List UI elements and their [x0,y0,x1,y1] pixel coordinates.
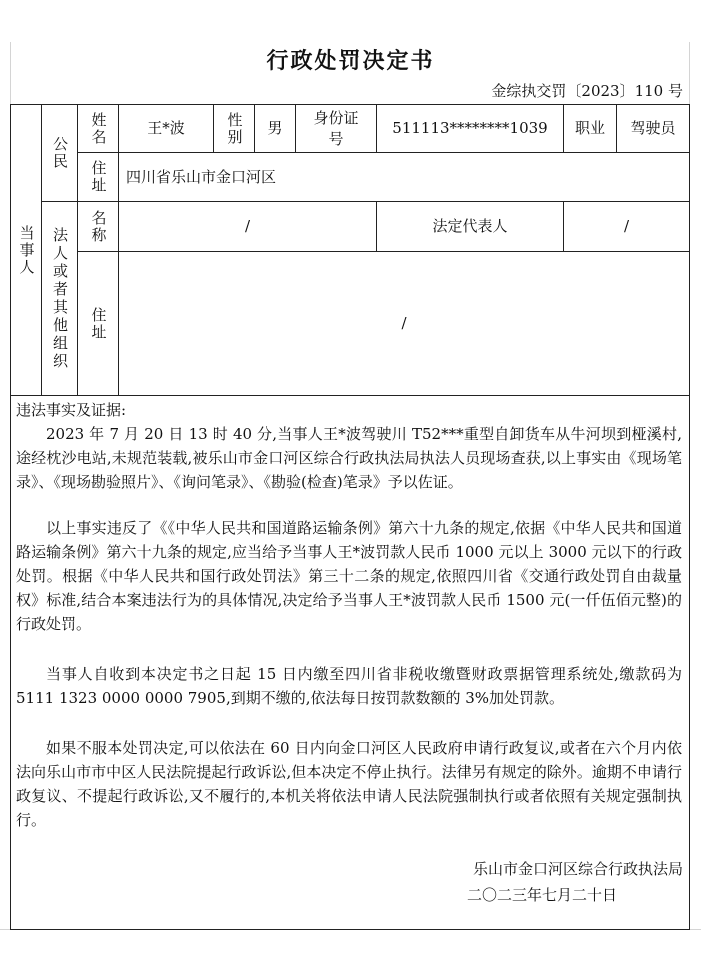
citizen-label: 公民 [51,136,69,170]
table-border-bottom [10,929,690,930]
occupation-label: 职业 [574,119,605,137]
issuing-authority: 乐山市金口河区综合行政执法局 [472,860,683,878]
id-label: 身份证号 [313,108,359,148]
legal-rep-value: / [623,217,630,235]
org-label [42,202,77,395]
gender-value: 男 [267,119,283,137]
document-title: 行政处罚决定书 [266,48,435,74]
org-name-value: / [244,217,251,235]
issue-date: 二〇二三年七月二十日 [466,886,617,904]
org-address-label: 住址 [89,306,108,341]
gender-label: 性别 [225,111,244,146]
id-value: 511113********1039 [392,119,548,137]
appeal-paragraph: 如果不服本处罚决定,可以依法在 60 日内向金口河区人民政府申请行政复议,或者在六个月内依法向乐山市市中区人民法院提起行政诉讼,但本决定不停止执行。法律另有规定的除外。逾期不申请行政复议、不提起行政诉讼,又不履行的,本机关将依法申请人民法院强制执行或者依照有关规定强制执行。 [16,739,682,829]
party-section-label: 当事人 [17,224,36,276]
address-value: 四川省乐山市金口河区 [126,167,277,186]
document-number: 金综执交罚〔2023〕110 号 [491,82,683,100]
org-name-label: 名称 [89,209,108,244]
facts-heading: 违法事实及证据: [16,401,127,419]
table-border-right [689,104,690,930]
org-address-value: / [401,314,407,332]
address-label: 住址 [89,160,108,194]
name-value: 王*波 [147,119,185,137]
org-label-text: 法人或者其他组织 [51,226,69,371]
occupation-value: 驾驶员 [630,119,676,137]
payment-paragraph: 当事人自收到本决定书之日起 15 日内缴至四川省非税收缴暨财政票据管理系统处,缴款码为 5111 1323 0000 0000 7905,到期不缴的,依法每日按罚款数额的 3%加处罚款。 [16,665,682,707]
violation-paragraph: 以上事实违反了《《中华人民共和国道路运输条例》第六十九条的规定,依据《中华人民共和国道路运输条例》第六十九条的规定,应当给予当事人王*波罚款人民币 1000 元以上 3000 元以下的行政处罚。根据《中华人民共和国行政处罚法》第三十二条的规定,依照四川省《交通行政处罚自由裁量权》标准,结合本案违法行为的具体情况,决定给予当事人王*波罚款人民币 1500 元(一仟伍佰元整)的行政处罚。 [16,519,682,633]
legal-rep-label: 法定代表人 [432,217,508,235]
facts-paragraph: 2023 年 7 月 20 日 13 时 40 分,当事人王*波驾驶川 T52***重型自卸货车从牛河坝到桠溪村,途经枕沙电站,未规范装载,被乐山市金口河区综合行政执法局执法人员现场查获,以上事实由《现场笔录》、《现场勘验照片》、《询问笔录》、《勘验(检查)笔录》予以佐证。 [16,425,682,491]
name-label: 姓名 [89,111,108,146]
